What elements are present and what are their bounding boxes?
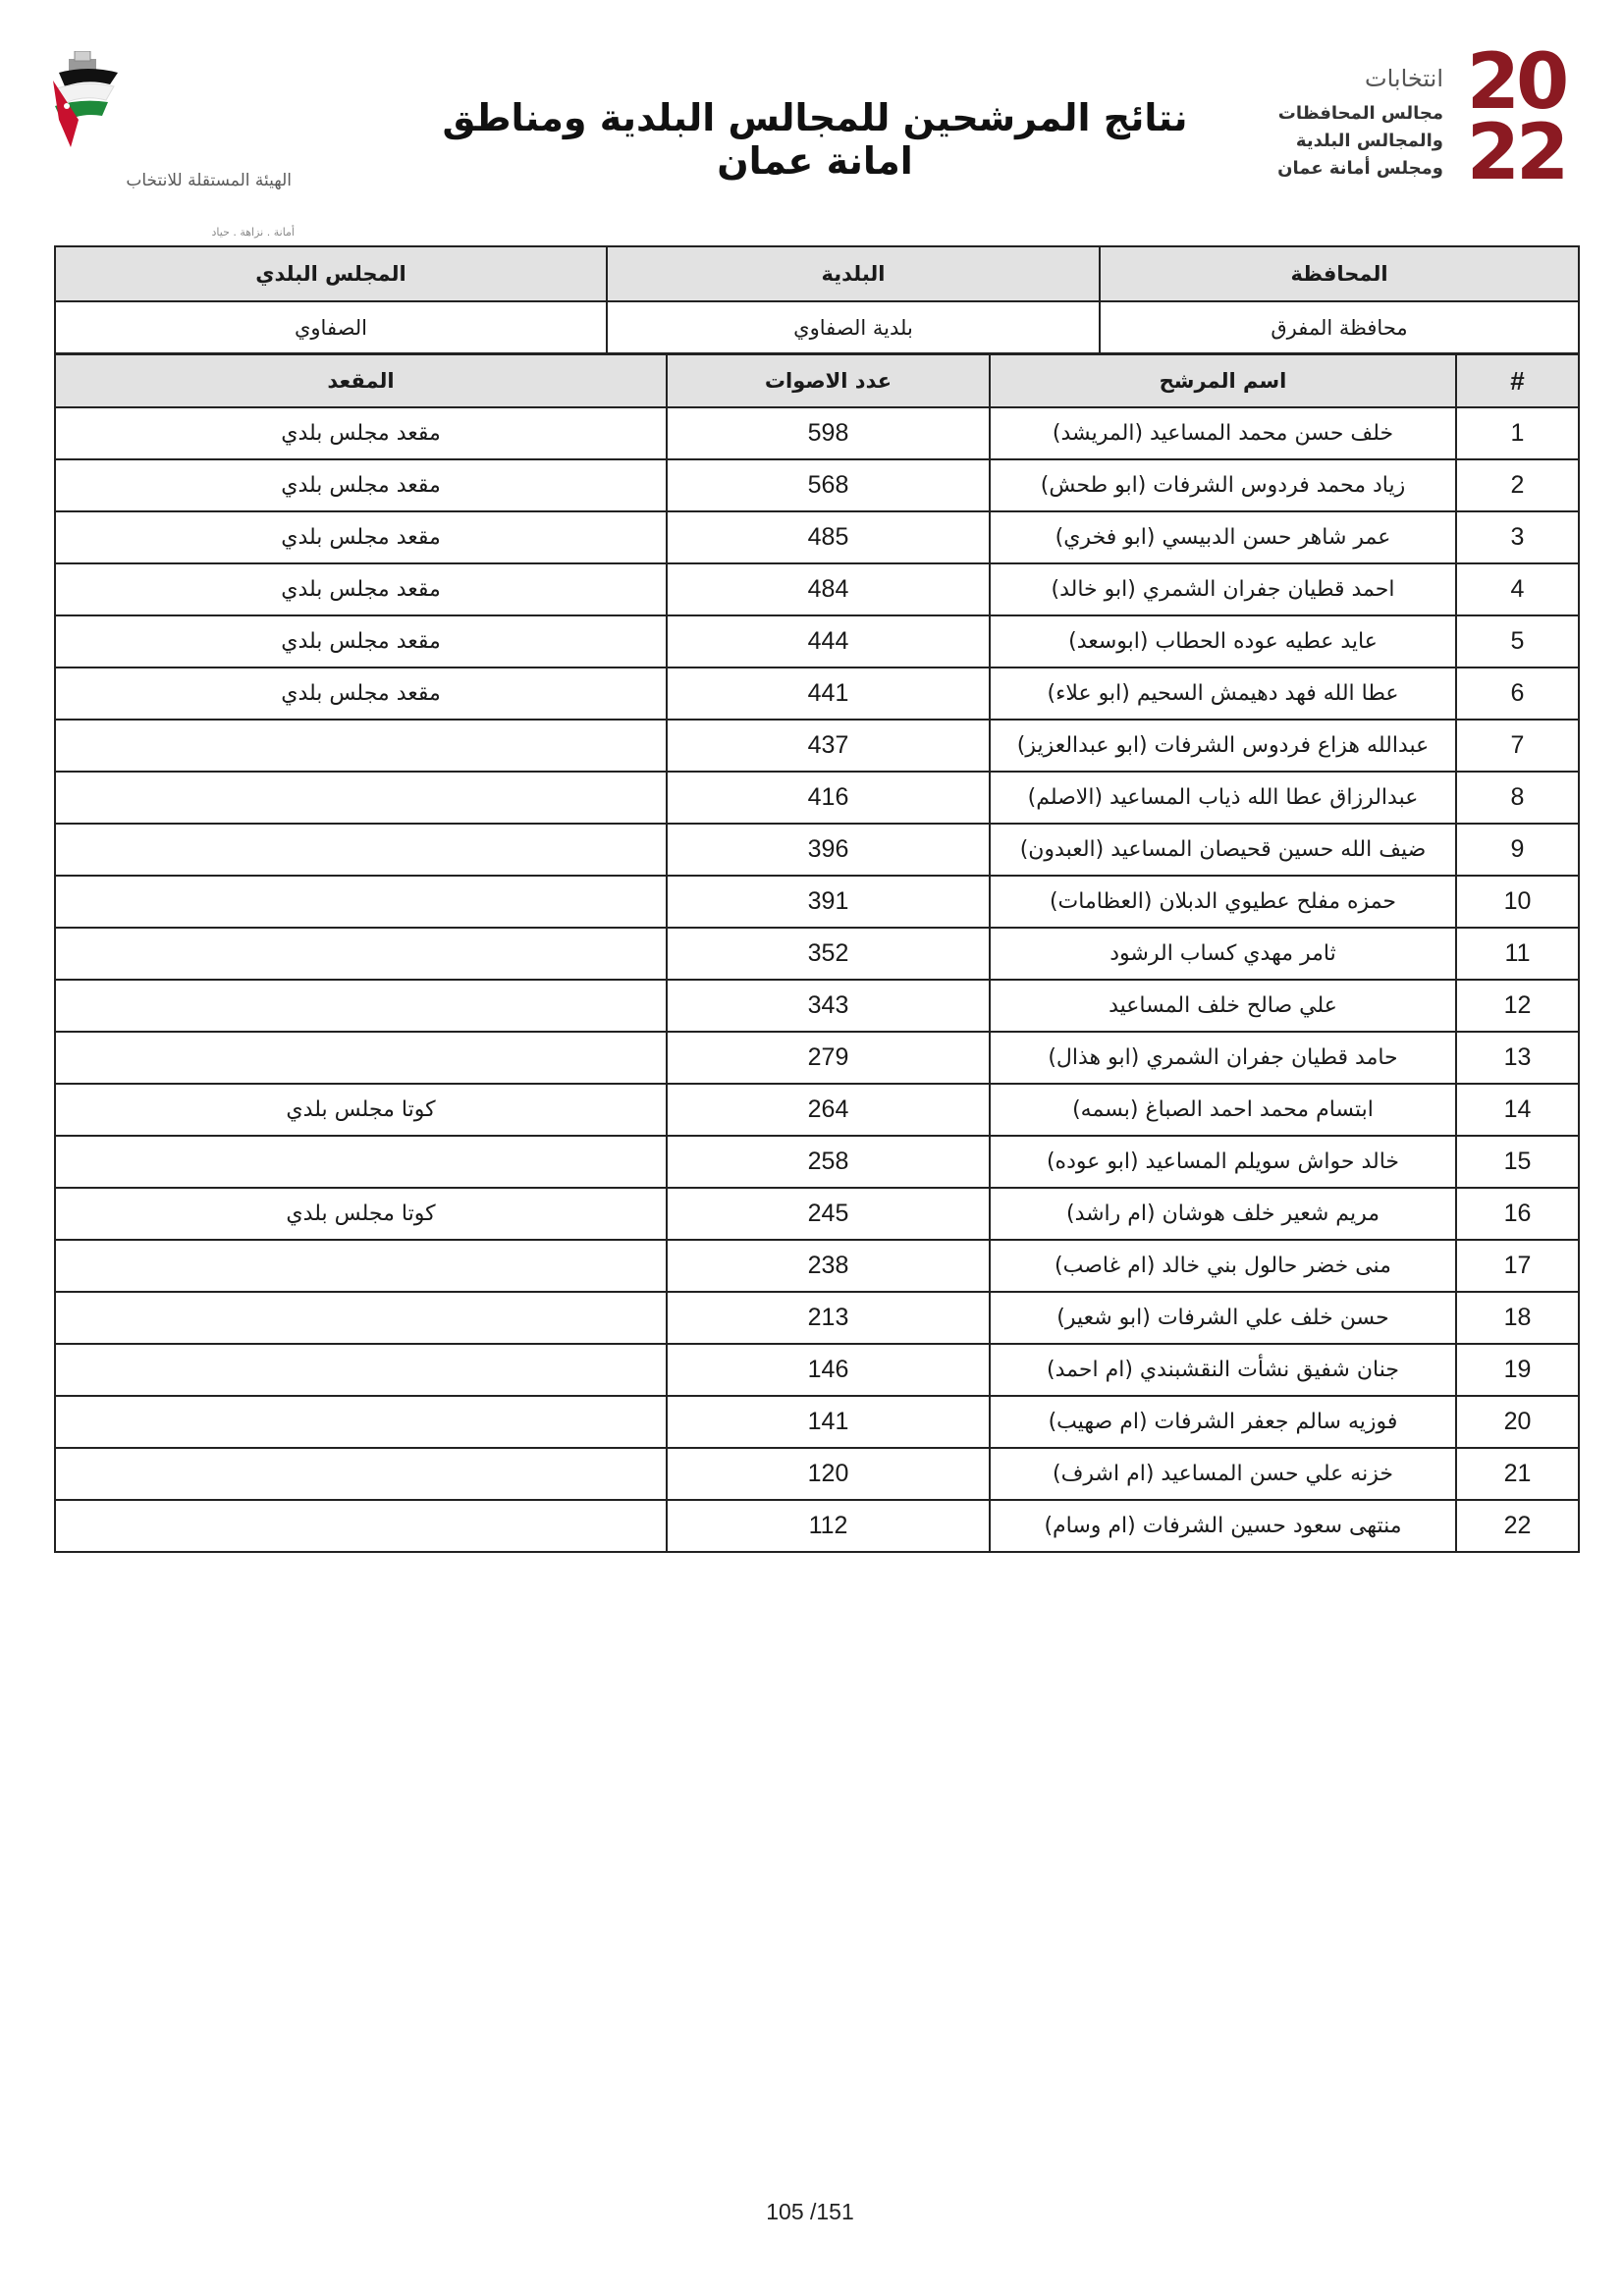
candidate-name: ضيف الله حسين قحيصان المساعيد (العبدون) [990, 824, 1456, 876]
candidate-name: خزنه علي حسن المساعيد (ام اشرف) [990, 1448, 1456, 1500]
candidate-number: 20 [1456, 1396, 1579, 1448]
results-table [54, 353, 1580, 1553]
candidate-name: عبدالله هزاع فردوس الشرفات (ابو عبدالعزيز) [990, 720, 1456, 772]
candidate-name-header: اسم المرشح [990, 354, 1456, 407]
candidate-name: حسن خلف علي الشرفات (ابو شعير) [990, 1292, 1456, 1344]
vote-count: 391 [667, 876, 990, 928]
number-header: # [1456, 354, 1579, 407]
year-bottom: 22 [1466, 109, 1566, 197]
seat-type [55, 1136, 667, 1188]
vote-count: 146 [667, 1344, 990, 1396]
vote-count: 258 [667, 1136, 990, 1188]
table-row [55, 1344, 1579, 1396]
table-row [55, 1292, 1579, 1344]
table-row [55, 459, 1579, 511]
candidate-name: احمد قطيان جفران الشمري (ابو خالد) [990, 563, 1456, 615]
seat-type [55, 824, 667, 876]
table-row [55, 1240, 1579, 1292]
table-row [55, 407, 1579, 459]
seat-type: مقعد مجلس بلدي [55, 615, 667, 667]
vote-count: 245 [667, 1188, 990, 1240]
candidate-number: 10 [1456, 876, 1579, 928]
vote-count: 120 [667, 1448, 990, 1500]
table-row [55, 876, 1579, 928]
page-number: 105 /151 [766, 2199, 854, 2224]
results-body [55, 407, 1579, 1552]
candidate-number: 2 [1456, 459, 1579, 511]
info-value-row [55, 301, 1579, 353]
iec-tagline: أمانة . نزاهة . حياد [211, 226, 295, 239]
council-header: المجلس البلدي [55, 246, 607, 301]
candidate-number: 11 [1456, 928, 1579, 980]
candidate-name: خلف حسن محمد المساعيد (المريشد) [990, 407, 1456, 459]
candidate-number: 21 [1456, 1448, 1579, 1500]
vote-count: 112 [667, 1500, 990, 1552]
seat-type [55, 1292, 667, 1344]
candidate-number: 12 [1456, 980, 1579, 1032]
info-header-row [55, 246, 1579, 301]
candidate-number: 8 [1456, 772, 1579, 824]
candidate-number: 7 [1456, 720, 1579, 772]
seat-type [55, 928, 667, 980]
candidate-number: 16 [1456, 1188, 1579, 1240]
table-row [55, 720, 1579, 772]
candidate-number: 13 [1456, 1032, 1579, 1084]
candidate-number: 17 [1456, 1240, 1579, 1292]
candidate-number: 6 [1456, 667, 1579, 720]
vote-count: 484 [667, 563, 990, 615]
candidate-name: منى خضر حالول بني خالد (ام غاصب) [990, 1240, 1456, 1292]
candidate-name: عايد عطيه عوده الحطاب (ابوسعد) [990, 615, 1456, 667]
candidate-number: 5 [1456, 615, 1579, 667]
municipality-value: بلدية الصفاوي [607, 301, 1100, 353]
table-row [55, 1396, 1579, 1448]
table-row [55, 980, 1579, 1032]
vote-count: 343 [667, 980, 990, 1032]
council-value: الصفاوي [55, 301, 607, 353]
table-row [55, 615, 1579, 667]
candidate-name: مريم شعير خلف هوشان (ام راشد) [990, 1188, 1456, 1240]
results-header-row [55, 354, 1579, 407]
candidate-name: عطا الله فهد دهيمش السحيم (ابو علاء) [990, 667, 1456, 720]
seat-type [55, 1500, 667, 1552]
candidate-name: فوزيه سالم جعفر الشرفات (ام صهيب) [990, 1396, 1456, 1448]
vote-count: 437 [667, 720, 990, 772]
candidate-name: عبدالرزاق عطا الله ذياب المساعيد (الاصلم) [990, 772, 1456, 824]
seat-type [55, 1240, 667, 1292]
candidate-number: 14 [1456, 1084, 1579, 1136]
candidate-number: 15 [1456, 1136, 1579, 1188]
table-row [55, 1136, 1579, 1188]
vote-count: 213 [667, 1292, 990, 1344]
seat-type [55, 720, 667, 772]
seat-type [55, 980, 667, 1032]
vote-count: 141 [667, 1396, 990, 1448]
vote-count: 568 [667, 459, 990, 511]
elections-word: انتخابات [1365, 65, 1443, 92]
table-row [55, 511, 1579, 563]
ballot-box-icon [49, 51, 128, 169]
table-row [55, 772, 1579, 824]
table-row [55, 1032, 1579, 1084]
vote-count: 279 [667, 1032, 990, 1084]
table-row [55, 1188, 1579, 1240]
seat-type: مقعد مجلس بلدي [55, 459, 667, 511]
table-row [55, 928, 1579, 980]
vote-count: 444 [667, 615, 990, 667]
candidate-name: حامد قطيان جفران الشمري (ابو هذال) [990, 1032, 1456, 1084]
elections-lines [1277, 100, 1443, 183]
vote-count: 396 [667, 824, 990, 876]
table-row [55, 1084, 1579, 1136]
seat-type [55, 1344, 667, 1396]
seat-type: مقعد مجلس بلدي [55, 667, 667, 720]
vote-count: 441 [667, 667, 990, 720]
year-top: 20 [1466, 38, 1566, 127]
vote-count: 598 [667, 407, 990, 459]
candidate-name: خالد حواش سويلم المساعيد (ابو عوده) [990, 1136, 1456, 1188]
elections-line: ومجلس أمانة عمان [1277, 158, 1443, 179]
page-title: نتائج المرشحين للمجالس البلدية ومناطق امانة عمان [442, 96, 1188, 183]
table-row [55, 563, 1579, 615]
candidate-name: عمر شاهر حسن الدبيسي (ابو فخري) [990, 511, 1456, 563]
seat-type [55, 1032, 667, 1084]
vote-count: 264 [667, 1084, 990, 1136]
year-mark [1457, 38, 1575, 197]
candidate-name: جنان شفيق نشأت النقشبندي (ام احمد) [990, 1344, 1456, 1396]
seat-type: كوتا مجلس بلدي [55, 1188, 667, 1240]
iec-name: الهيئة المستقلة للانتخاب [126, 171, 292, 190]
seat-type: مقعد مجلس بلدي [55, 407, 667, 459]
candidate-number: 19 [1456, 1344, 1579, 1396]
candidate-number: 18 [1456, 1292, 1579, 1344]
candidate-name: زياد محمد فردوس الشرفات (ابو طحش) [990, 459, 1456, 511]
candidate-name: علي صالح خلف المساعيد [990, 980, 1456, 1032]
vote-count: 238 [667, 1240, 990, 1292]
candidate-number: 9 [1456, 824, 1579, 876]
governorate-header: المحافظة [1100, 246, 1579, 301]
seat-header: المقعد [55, 354, 667, 407]
votes-header: عدد الاصوات [667, 354, 990, 407]
candidate-name: منتهى سعود حسين الشرفات (ام وسام) [990, 1500, 1456, 1552]
candidate-name: ابتسام محمد احمد الصباغ (بسمه) [990, 1084, 1456, 1136]
vote-count: 352 [667, 928, 990, 980]
seat-type [55, 1396, 667, 1448]
vote-count: 416 [667, 772, 990, 824]
seat-type: مقعد مجلس بلدي [55, 511, 667, 563]
seat-type [55, 876, 667, 928]
iec-logo [49, 51, 295, 239]
elections-line: والمجالس البلدية [1295, 131, 1443, 151]
council-info-table [54, 245, 1580, 354]
governorate-value: محافظة المفرق [1100, 301, 1579, 353]
municipality-header: البلدية [607, 246, 1100, 301]
elections-line: مجالس المحافظات [1277, 103, 1443, 124]
candidate-name: ثامر مهدي كساب الرشود [990, 928, 1456, 980]
elections-2022-logo [1277, 38, 1581, 204]
candidate-number: 1 [1456, 407, 1579, 459]
seat-type: كوتا مجلس بلدي [55, 1084, 667, 1136]
table-row [55, 1448, 1579, 1500]
candidate-number: 4 [1456, 563, 1579, 615]
candidate-number: 22 [1456, 1500, 1579, 1552]
candidate-name: حمزه مفلح عطيوي الدبلان (العظامات) [990, 876, 1456, 928]
table-row [55, 824, 1579, 876]
candidate-number: 3 [1456, 511, 1579, 563]
seat-type [55, 772, 667, 824]
seat-type [55, 1448, 667, 1500]
vote-count: 485 [667, 511, 990, 563]
table-row [55, 667, 1579, 720]
seat-type: مقعد مجلس بلدي [55, 563, 667, 615]
table-row [55, 1500, 1579, 1552]
